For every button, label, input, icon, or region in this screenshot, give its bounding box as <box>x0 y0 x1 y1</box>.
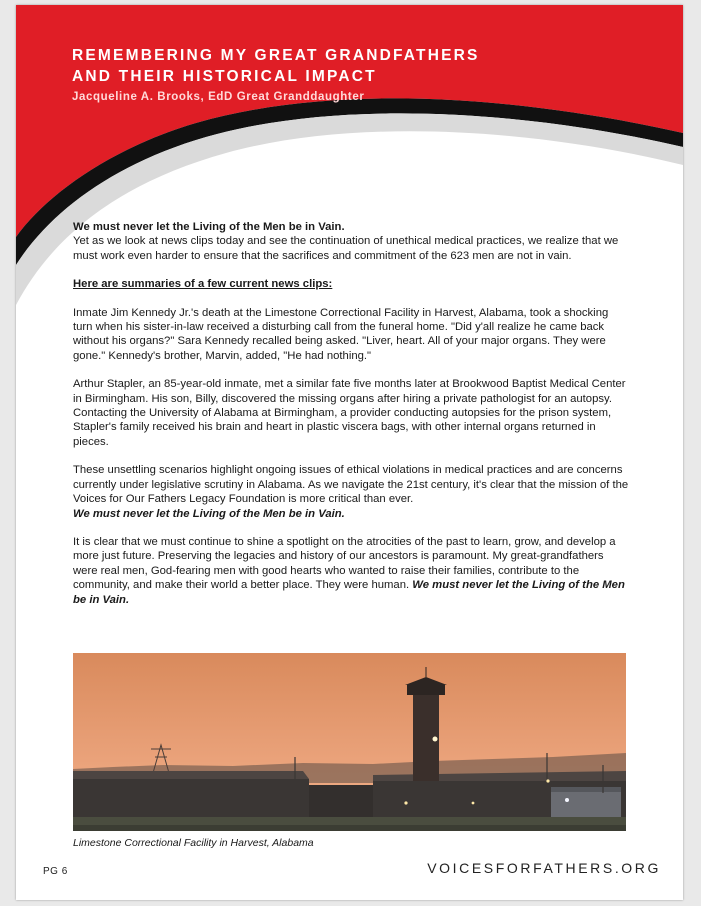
paragraph-kennedy: Inmate Jim Kennedy Jr.'s death at the Limestone Correctional Facility in Harvest, Alabama, took a shocking turn when his sister-in-law received a disturbing call from the funeral home. "Did y'all realize he came back without his organs?" Sara Kennedy recalled being asked. "Liver, heart. All of your major organs. They were gone." Kennedy's brother, Marvin, added, "He had nothing." <box>73 306 609 362</box>
facility-photo <box>73 653 626 831</box>
document-page <box>16 5 683 900</box>
emphasis-statement: We must never let the Living of the Men be in Vain. <box>73 507 345 520</box>
lead-heading: We must never let the Living of the Men be in Vain. <box>73 221 345 233</box>
photo-caption: Limestone Correctional Facility in Harvest, Alabama <box>73 837 314 849</box>
article-title: REMEMBERING MY GREAT GRANDFATHERS AND THEIR HISTORICAL IMPACT <box>72 47 480 85</box>
website-link[interactable]: VOICESFORFATHERS.ORG <box>427 860 661 876</box>
emphasis-statement-closing: We must never let the Living of the Men be in Vain. <box>73 579 625 606</box>
article-body <box>73 220 629 621</box>
author-byline: Jacqueline A. Brooks, EdD Great Granddaughter <box>72 91 365 103</box>
summaries-heading: Here are summaries of a few current news clips: <box>73 278 333 291</box>
paragraph-ethical-issues: These unsettling scenarios highlight ongoing issues of ethical violations in medical practices and are concerns currently under legislative scrutiny in Alabama. As we navigate the 21st century, it's clear that the mission of the Voices for Our Fathers Legacy Foundation is more critical than ever. We must never let the Living of the Men be in Vain. <box>73 464 629 520</box>
paragraph-spotlight: It is clear that we must continue to shine a spotlight on the atrocities of the past to learn, grow, and develop a more just future. Preserving the legacies and history of our ancestors is paramount. My great-grandfathers were real men, God-fearing men with good hearts who wanted to raise their families, contribute to the community, and make their world a better place. They were human. We must never let the Living of the Men be in Vain. <box>73 535 625 606</box>
lead-text: Yet as we look at news clips today and see the continuation of unethical medical practices, we realize that we must work even harder to ensure that the sacrifices and commitment of the 623 men are not in vain. <box>73 235 619 262</box>
lead-paragraph <box>73 220 629 263</box>
page-number: PG 6 <box>43 866 68 877</box>
paragraph-stapler: Arthur Stapler, an 85-year-old inmate, met a similar fate five months later at Brookwood Baptist Medical Center in Birmingham. His son, Billy, discovered the missing organs after hiring a private pathologist for an autopsy. Contacting the University of Alabama at Birmingham, a provider conducting autopsies for the prison system, Stapler's family received his brain and heart in plastic viscera bags, with other internal organs returned in pieces. <box>73 378 626 448</box>
